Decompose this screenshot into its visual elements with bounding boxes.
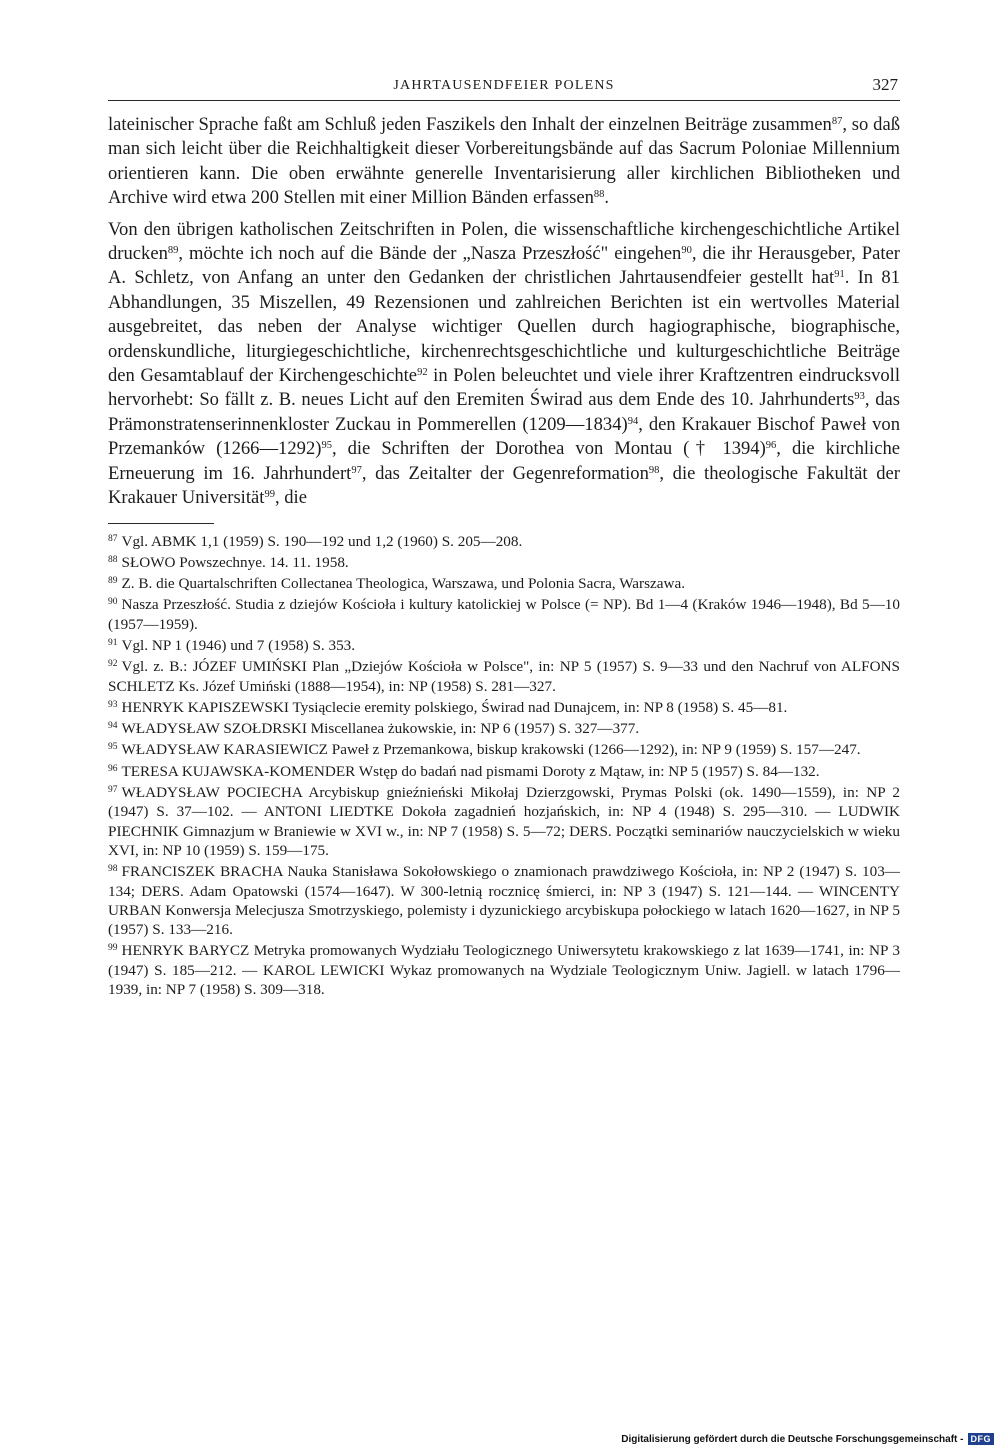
text-run: Von den übrigen katholischen Zeitschriften in Polen, die wissenschaftliche kirchengeschichtliche Artikel drucken bbox=[108, 218, 900, 265]
paragraph bbox=[108, 218, 900, 511]
text-run: , möchte ich noch auf die Bände der „Nasza Przeszłość" eingehen bbox=[178, 243, 682, 265]
footnote-text: Vgl. z. B.: JÓZEF UMIŃSKI Plan „Dziejów Kościoła w Polsce", in: NP 5 (1957) S. 9—33 und den Nachruf von ALFONS SCHLETZ Ks. Józef Umiński (1888—1954), in: NP (1958) S. 281—327. bbox=[108, 658, 900, 695]
footnote-number: 87 bbox=[108, 533, 118, 544]
footnotes bbox=[108, 532, 900, 1000]
dfg-logo: DFG bbox=[968, 1433, 995, 1445]
text-run: lateinischer Sprache faßt am Schluß jeden Faszikels den Inhalt der einzelnen Beiträge zusammen bbox=[108, 114, 832, 135]
footnote-95 bbox=[108, 740, 900, 759]
footnote-text: Vgl. ABMK 1,1 (1959) S. 190—192 und 1,2 (1960) S. 205—208. bbox=[121, 532, 523, 550]
footnote-96 bbox=[108, 762, 900, 781]
footnote-text: HENRYK KAPISZEWSKI Tysiąclecie eremity polskiego, Świrad nad Dunajcem, in: NP 8 (1958) S. 45—81. bbox=[121, 698, 788, 716]
document-page bbox=[108, 70, 900, 1001]
footnote-ref[interactable]: 99 bbox=[264, 489, 275, 501]
digitization-credit bbox=[621, 1433, 994, 1445]
footnote-text: Z. B. die Quartalschriften Collectanea Theologica, Warszawa, und Polonia Sacra, Warszawa. bbox=[121, 575, 686, 593]
footnote-ref[interactable]: 90 bbox=[681, 245, 692, 257]
footnote-text: WŁADYSŁAW KARASIEWICZ Paweł z Przemankowa, biskup krakowski (1266—1292), in: NP 9 (1959) S. 157—247. bbox=[121, 741, 861, 759]
footnote-98 bbox=[108, 862, 900, 939]
text-run: . bbox=[604, 187, 610, 209]
footnote-number: 89 bbox=[108, 576, 118, 587]
footnote-88 bbox=[108, 553, 900, 572]
footnote-number: 91 bbox=[108, 637, 118, 648]
footnote-number: 97 bbox=[108, 785, 118, 796]
footnote-94 bbox=[108, 719, 900, 738]
footnote-number: 90 bbox=[108, 597, 118, 608]
footnote-ref[interactable]: 88 bbox=[593, 189, 605, 201]
footnote-number: 88 bbox=[108, 554, 118, 565]
footnote-ref[interactable]: 92 bbox=[417, 367, 428, 379]
footnote-text: WŁADYSŁAW SZOŁDRSKI Miscellanea żukowskie, in: NP 6 (1957) S. 327—377. bbox=[121, 720, 640, 738]
footnote-text: SŁOWO Powszechnye. 14. 11. 1958. bbox=[121, 553, 349, 571]
footnote-ref[interactable]: 91 bbox=[834, 269, 845, 281]
footnote-text: FRANCISZEK BRACHA Nauka Stanisława Sokołowskiego o znamionach prawdziwego Kościoła, in: NP 2 (1947) S. 103—134; DERS. Adam Opatowski (1574—1647). W 300-letnią rocznicę śmierci, in: NP 3 (1947) S. 121—144. — WINCENTY URBAN Konwersja Melecjusza Smotrzyskiego, polemisty i dyzunickiego arcybiskupa połockiego w latach 1620—1627, in NP 5 (1957) S. 133—216. bbox=[108, 863, 900, 939]
text-run: , die kirchliche Erneuerung im 16. Jahrhundert bbox=[108, 438, 901, 484]
footnote-number: 99 bbox=[108, 943, 118, 954]
footnote-text: WŁADYSŁAW POCIECHA Arcybiskup gnieźnieński Mikołaj Dzierzgowski, Prymas Polski (ok. 1490—1559), in: NP 2 (1947) S. 37—102. — ANTONI LIEDTKE Dokoła zagadnień hozjańskich, in: NP 4 (1948) S. 295—310. — LUDWIK PIECHNIK Gimnazjum w Braniewie w XVI w., in: NP 7 (1958) S. 5—72; DERS. Początki seminariów nauczycielskich w wieku XVI, in: NP 10 (1959) S. 159—175. bbox=[108, 784, 900, 859]
footnote-93 bbox=[108, 698, 900, 717]
running-title: JAHRTAUSENDFEIER POLENS bbox=[393, 78, 615, 93]
text-run: , das Zeitalter der Gegenreformation bbox=[361, 462, 649, 484]
footnote-ref[interactable]: 93 bbox=[854, 391, 865, 403]
footnote-87 bbox=[108, 532, 900, 551]
footnote-99 bbox=[108, 941, 900, 999]
footnote-number: 92 bbox=[108, 659, 118, 670]
footnote-ref[interactable]: 98 bbox=[648, 464, 660, 476]
footnote-ref[interactable]: 89 bbox=[167, 245, 179, 257]
text-run: , das Prämonstratenserinnenkloster Zuckau in Pommerellen (1209—1834) bbox=[108, 389, 900, 435]
footnote-ref[interactable]: 97 bbox=[351, 464, 362, 476]
text-run: , die ihr Herausgeber, Pater A. Schletz, von Anfang an unter den Gedanken der christlichen Jahrtausendfeier gestellt hat bbox=[108, 243, 901, 289]
text-run: , die bbox=[274, 487, 307, 509]
credit-text: Digitalisierung gefördert durch die Deutsche Forschungsgemeinschaft - bbox=[621, 1433, 964, 1445]
footnote-number: 93 bbox=[108, 699, 118, 710]
running-header bbox=[108, 70, 900, 101]
footnote-text: TERESA KUJAWSKA-KOMENDER Wstęp do badań nad pismami Doroty z Mątaw, in: NP 5 (1957) S. 84—132. bbox=[121, 762, 820, 780]
footnote-ref[interactable]: 87 bbox=[831, 116, 843, 127]
footnote-ref[interactable]: 96 bbox=[765, 440, 777, 452]
footnote-number: 95 bbox=[108, 742, 118, 753]
footnote-number: 94 bbox=[108, 721, 118, 732]
text-run: , die Schriften der Dorothea von Montau († 1394) bbox=[331, 438, 766, 460]
page-number: 327 bbox=[872, 75, 898, 94]
footnote-text: HENRYK BARYCZ Metryka promowanych Wydziału Teologicznego Uniwersytetu krakowskiego z lat 1639—1741, in: NP 3 (1947) S. 185—212. — KAROL LEWICKI Wykaz promowanych na Wydziale Teologicznym Uniw. Jagiell. w latach 1796—1939, in: NP 7 (1958) S. 309—318. bbox=[108, 942, 900, 999]
footnote-91 bbox=[108, 636, 900, 655]
text-run: , die theologische Fakultät der Krakauer Universität bbox=[108, 462, 900, 509]
footnote-number: 98 bbox=[108, 864, 118, 875]
footnote-97 bbox=[108, 783, 900, 860]
footnote-divider bbox=[108, 523, 214, 524]
footnote-text: Vgl. NP 1 (1946) und 7 (1958) S. 353. bbox=[121, 636, 356, 654]
paragraph bbox=[108, 113, 900, 211]
footnote-89 bbox=[108, 574, 900, 593]
footnote-92 bbox=[108, 657, 900, 696]
footnote-ref[interactable]: 94 bbox=[627, 415, 639, 427]
footnote-ref[interactable]: 95 bbox=[321, 440, 332, 452]
footnote-text: Nasza Przeszłość. Studia z dziejów Kościoła i kultury katolickiej w Polsce (= NP). Bd 1—4 (Kraków 1946—1948), Bd 5—10 (1957—1959). bbox=[108, 596, 900, 633]
footnote-90 bbox=[108, 595, 900, 634]
text-run: in Polen beleuchtet und viele ihrer Kraftzentren eindrucksvoll hervorhebt: So fällt z. B. neues Licht auf den Eremiten Świrad aus dem Ende des 10. Jahrhunderts bbox=[108, 365, 900, 411]
text-run: , so daß man sich leicht über die Reichhaltigkeit dieser Vorbereitungsbände auf das Sacrum Poloniae Millennium orientieren kann. Die oben erwähnte generelle Inventarisierung aller kirchlichen Bibliotheken und Archive wird etwa 200 Stellen mit einer Million Bänden erfassen bbox=[108, 114, 900, 209]
text-run: . In 81 Abhandlungen, 35 Miszellen, 49 Rezensionen und zahlreichen Berichten ist ein wertvolles Material ausgebreitet, das neben der Analyse wichtiger Quellen durch hagiographische, biographische, ordenskundliche, liturgiegeschichtliche, kirchenrechtsgeschichtliche und kulturgeschichtliche Beiträge den Gesamtablauf der Kirchengeschichte bbox=[108, 267, 900, 387]
text-run: , den Krakauer Bischof Paweł von Przemanków (1266—1292) bbox=[108, 413, 901, 460]
footnote-number: 96 bbox=[108, 763, 118, 774]
body-text bbox=[108, 113, 900, 511]
